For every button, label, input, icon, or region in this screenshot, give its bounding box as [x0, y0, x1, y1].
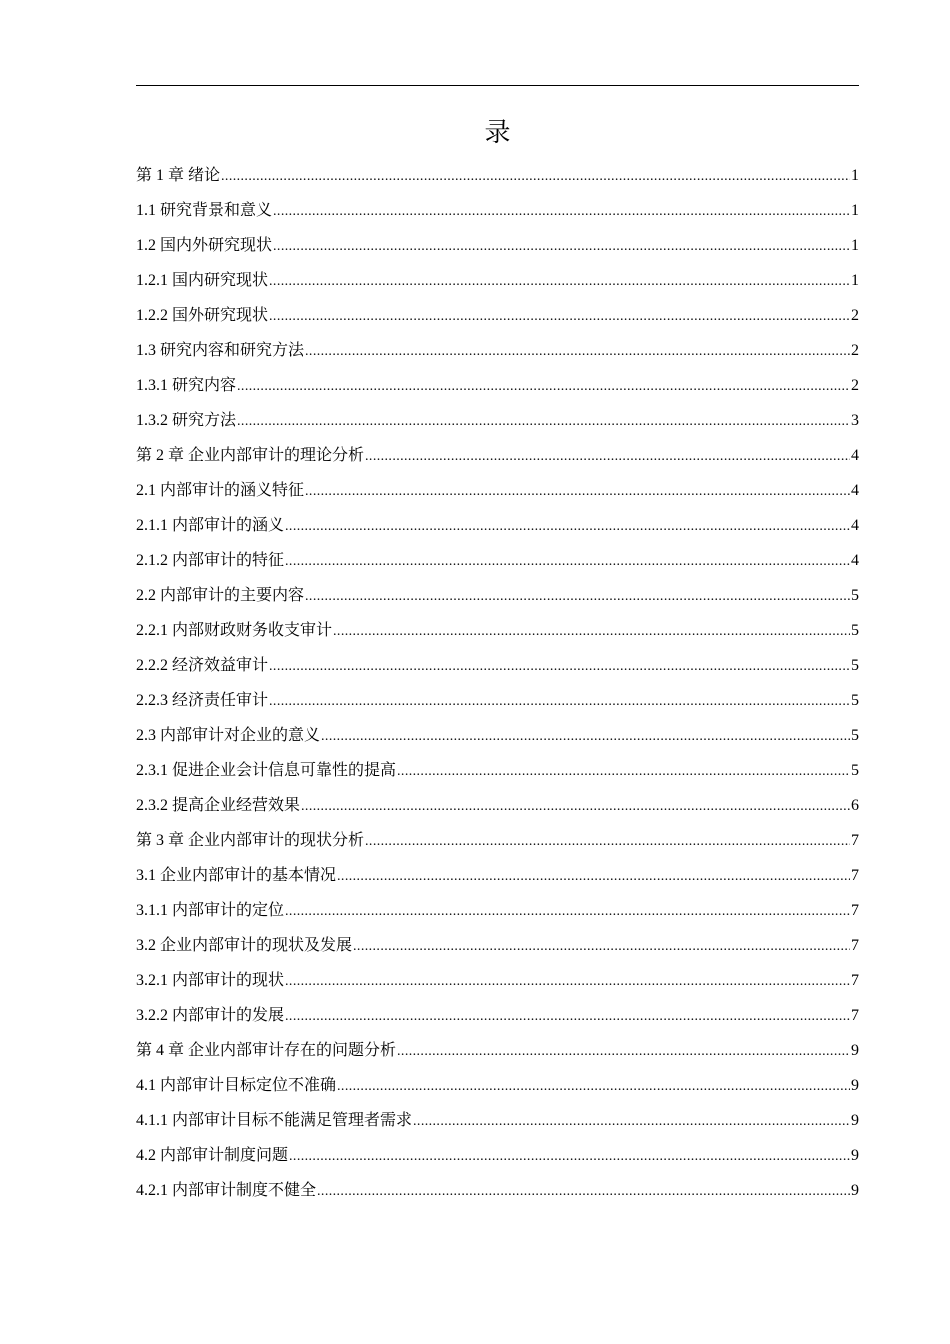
- toc-entry[interactable]: [136, 298, 859, 333]
- toc-entry-page: 9: [851, 1042, 859, 1059]
- toc-entry-page: 3: [851, 412, 859, 429]
- toc-entry-page: 4: [851, 482, 859, 499]
- toc-entry-label: 3.2 企业内部审计的现状及发展: [136, 937, 353, 954]
- toc-entry-page: 2: [851, 377, 859, 394]
- toc-entry-label: 2.2.3 经济责任审计: [136, 692, 269, 709]
- toc-leader-dots: [413, 1104, 850, 1139]
- toc-entry-label: 2.2 内部审计的主要内容: [136, 587, 305, 604]
- toc-entry[interactable]: [136, 508, 859, 543]
- toc-entry-page: 5: [851, 762, 859, 779]
- toc-leader-dots: [289, 1139, 850, 1174]
- toc-entry-label: 3.1.1 内部审计的定位: [136, 902, 285, 919]
- toc-entry-label: 4.2 内部审计制度问题: [136, 1147, 289, 1164]
- toc-leader-dots: [285, 544, 850, 579]
- toc-entry[interactable]: [136, 438, 859, 473]
- toc-entry-label: 2.2.1 内部财政财务收支审计: [136, 622, 333, 639]
- toc-leader-dots: [269, 299, 850, 334]
- toc-entry[interactable]: [136, 893, 859, 928]
- toc-entry[interactable]: [136, 263, 859, 298]
- toc-entry-page: 1: [851, 202, 859, 219]
- toc-entry[interactable]: [136, 1103, 859, 1138]
- toc-entry-label: 1.3.1 研究内容: [136, 377, 237, 394]
- toc-entry[interactable]: [136, 823, 859, 858]
- toc-entry-label: 2.1.1 内部审计的涵义: [136, 517, 285, 534]
- toc-entry-page: 5: [851, 587, 859, 604]
- toc-entry-page: 5: [851, 657, 859, 674]
- toc-entry-label: 第 3 章 企业内部审计的现状分析: [136, 832, 365, 849]
- toc-entry-page: 7: [851, 832, 859, 849]
- toc-leader-dots: [269, 649, 850, 684]
- toc-entry[interactable]: [136, 193, 859, 228]
- toc-entry-label: 4.1 内部审计目标定位不准确: [136, 1077, 337, 1094]
- toc-entry-page: 7: [851, 1007, 859, 1024]
- toc-leader-dots: [285, 509, 850, 544]
- toc-entry-page: 4: [851, 517, 859, 534]
- toc-entry-label: 2.3 内部审计对企业的意义: [136, 727, 321, 744]
- toc-entry-page: 7: [851, 867, 859, 884]
- toc-entry[interactable]: [136, 963, 859, 998]
- toc-leader-dots: [365, 824, 850, 859]
- toc-entry-label: 第 2 章 企业内部审计的理论分析: [136, 447, 365, 464]
- toc-leader-dots: [397, 1034, 850, 1069]
- toc-entry[interactable]: [136, 368, 859, 403]
- toc-entry[interactable]: [136, 613, 859, 648]
- toc-entry-label: 2.3.2 提高企业经营效果: [136, 797, 301, 814]
- toc-entry-label: 1.2 国内外研究现状: [136, 237, 273, 254]
- toc-leader-dots: [221, 159, 850, 194]
- header-rule: [136, 85, 859, 86]
- toc-entry[interactable]: [136, 1173, 859, 1208]
- toc-entry-label: 第 4 章 企业内部审计存在的问题分析: [136, 1042, 397, 1059]
- toc-entry[interactable]: [136, 473, 859, 508]
- toc-entry-label: 3.2.1 内部审计的现状: [136, 972, 285, 989]
- toc-entry-page: 1: [851, 272, 859, 289]
- toc-entry-label: 4.1.1 内部审计目标不能满足管理者需求: [136, 1112, 413, 1129]
- toc-leader-dots: [365, 439, 850, 474]
- toc-entry-label: 第 1 章 绪论: [136, 167, 221, 184]
- toc-entry[interactable]: [136, 858, 859, 893]
- toc-entry[interactable]: [136, 788, 859, 823]
- toc-entry[interactable]: [136, 578, 859, 613]
- toc-entry-label: 1.1 研究背景和意义: [136, 202, 273, 219]
- toc-entry-label: 2.1 内部审计的涵义特征: [136, 482, 305, 499]
- toc-entry-label: 4.2.1 内部审计制度不健全: [136, 1182, 317, 1199]
- toc-entry-page: 7: [851, 902, 859, 919]
- toc-leader-dots: [397, 754, 850, 789]
- toc-entry-label: 1.2.1 国内研究现状: [136, 272, 269, 289]
- toc-entry[interactable]: [136, 1033, 859, 1068]
- toc-leader-dots: [273, 229, 850, 264]
- toc-leader-dots: [305, 474, 850, 509]
- toc-leader-dots: [273, 194, 850, 229]
- toc-leader-dots: [285, 894, 850, 929]
- toc-entry-page: 5: [851, 727, 859, 744]
- toc-entry-label: 3.2.2 内部审计的发展: [136, 1007, 285, 1024]
- toc-entry[interactable]: [136, 718, 859, 753]
- toc-entry-page: 7: [851, 937, 859, 954]
- toc-leader-dots: [301, 789, 850, 824]
- toc-entry[interactable]: [136, 1138, 859, 1173]
- toc-leader-dots: [269, 264, 850, 299]
- toc-entry-page: 7: [851, 972, 859, 989]
- toc-entry[interactable]: [136, 998, 859, 1033]
- toc-entry[interactable]: [136, 1068, 859, 1103]
- toc-leader-dots: [305, 334, 850, 369]
- toc-leader-dots: [237, 404, 850, 439]
- toc-entry-label: 2.3.1 促进企业会计信息可靠性的提高: [136, 762, 397, 779]
- toc-leader-dots: [353, 929, 850, 964]
- toc-leader-dots: [333, 614, 850, 649]
- toc-leader-dots: [337, 1069, 850, 1104]
- toc-entry-label: 1.2.2 国外研究现状: [136, 307, 269, 324]
- toc-entry-page: 1: [851, 237, 859, 254]
- toc-entry[interactable]: [136, 543, 859, 578]
- toc-entry-page: 4: [851, 552, 859, 569]
- toc-leader-dots: [269, 684, 850, 719]
- toc-entry-page: 4: [851, 447, 859, 464]
- toc-entry[interactable]: [136, 753, 859, 788]
- toc-entry[interactable]: [136, 648, 859, 683]
- toc-entry-label: 3.1 企业内部审计的基本情况: [136, 867, 337, 884]
- toc-entry[interactable]: [136, 333, 859, 368]
- toc-entry-page: 9: [851, 1112, 859, 1129]
- toc-entry-page: 9: [851, 1182, 859, 1199]
- toc-title: 录: [484, 118, 512, 148]
- toc-entry[interactable]: [136, 158, 859, 193]
- toc-entry[interactable]: [136, 228, 859, 263]
- toc-entry-page: 5: [851, 692, 859, 709]
- toc-leader-dots: [337, 859, 850, 894]
- toc-entry-page: 2: [851, 342, 859, 359]
- toc-entry-label: 1.3.2 研究方法: [136, 412, 237, 429]
- toc-entry-page: 1: [851, 167, 859, 184]
- toc-entry-page: 9: [851, 1077, 859, 1094]
- toc-entry[interactable]: [136, 683, 859, 718]
- toc-entry[interactable]: [136, 928, 859, 963]
- toc-entry-page: 9: [851, 1147, 859, 1164]
- toc-entry-label: 1.3 研究内容和研究方法: [136, 342, 305, 359]
- toc-list: [136, 158, 859, 1208]
- toc-entry-page: 5: [851, 622, 859, 639]
- toc-leader-dots: [285, 999, 850, 1034]
- toc-entry[interactable]: [136, 403, 859, 438]
- toc-leader-dots: [237, 369, 850, 404]
- toc-entry-page: 2: [851, 307, 859, 324]
- toc-entry-page: 6: [851, 797, 859, 814]
- toc-leader-dots: [317, 1174, 850, 1209]
- toc-leader-dots: [285, 964, 850, 999]
- toc-leader-dots: [305, 579, 850, 614]
- toc-entry-label: 2.2.2 经济效益审计: [136, 657, 269, 674]
- toc-entry-label: 2.1.2 内部审计的特征: [136, 552, 285, 569]
- toc-leader-dots: [321, 719, 850, 754]
